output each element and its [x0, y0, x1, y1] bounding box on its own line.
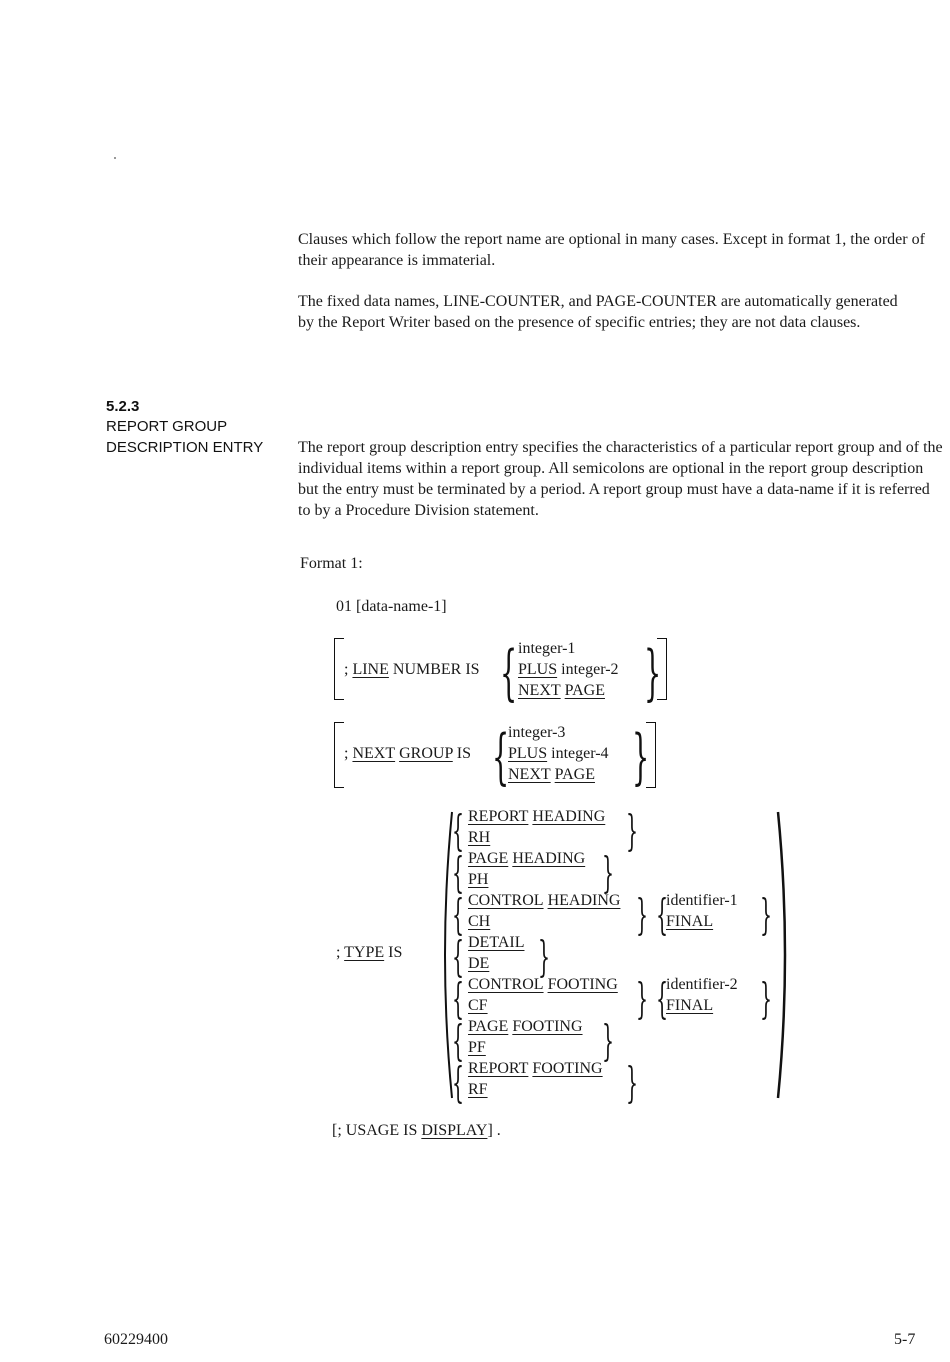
close-curly-brace: }	[760, 974, 773, 1023]
type-final-1: FINAL	[666, 913, 714, 930]
open-curly-brace: {	[656, 890, 669, 939]
large-close-parenthesis	[774, 810, 794, 1100]
type-pf: PF	[468, 1039, 486, 1056]
type-rf: RF	[468, 1081, 488, 1098]
section-title-line-1: REPORT GROUP	[106, 418, 228, 435]
close-curly-brace: }	[636, 890, 649, 939]
open-curly-brace: {	[500, 638, 518, 708]
type-detail: DETAIL	[468, 934, 525, 951]
close-curly-brace: }	[626, 1058, 639, 1107]
open-curly-brace: {	[452, 806, 465, 855]
next-group-option-2: PLUS integer-4	[508, 745, 609, 762]
open-curly-brace: {	[452, 974, 465, 1023]
format-label: Format 1:	[300, 555, 363, 572]
type-identifier-1: identifier-1	[666, 892, 738, 909]
type-page-heading: PAGE HEADING	[468, 850, 586, 867]
close-curly-brace: }	[632, 722, 650, 792]
next-group-option-3: NEXT PAGE	[508, 766, 595, 783]
line-option-3: NEXT PAGE	[518, 682, 605, 699]
display-keyword: DISPLAY	[421, 1122, 488, 1139]
page-number: 5-7	[894, 1331, 916, 1348]
type-ph: PH	[468, 871, 489, 888]
type-report-footing: REPORT FOOTING	[468, 1060, 603, 1077]
scan-speck	[114, 157, 116, 159]
close-curly-brace: }	[636, 974, 649, 1023]
line-clause-lead: ; LINE NUMBER IS	[344, 661, 480, 678]
type-de: DE	[468, 955, 490, 972]
open-curly-brace: {	[452, 890, 465, 939]
close-curly-brace: }	[626, 806, 639, 855]
open-curly-brace: {	[452, 1058, 465, 1107]
close-curly-brace: }	[602, 1016, 615, 1065]
usage-clause: [; USAGE IS DISPLAY] .	[332, 1122, 501, 1139]
type-final-2: FINAL	[666, 997, 714, 1014]
close-curly-brace: }	[644, 638, 662, 708]
open-square-bracket	[334, 638, 344, 700]
line-option-1: integer-1	[518, 640, 576, 657]
open-curly-brace: {	[452, 1016, 465, 1065]
type-identifier-2: identifier-2	[666, 976, 738, 993]
line-option-2: PLUS integer-2	[518, 661, 619, 678]
close-square-bracket	[657, 638, 667, 700]
intro-paragraph-2: The fixed data names, LINE-COUNTER, and PAGE-COUNTER are automatically generated by the Report Writer based on the presence of specific entries; they are not data clauses.	[298, 293, 898, 331]
next-group-clause-lead: ; NEXT GROUP IS	[344, 745, 471, 762]
type-report-heading: REPORT HEADING	[468, 808, 606, 825]
document-number: 60229400	[104, 1331, 168, 1348]
open-curly-brace: {	[452, 848, 465, 897]
type-page-footing: PAGE FOOTING	[468, 1018, 583, 1035]
type-control-footing: CONTROL FOOTING	[468, 976, 618, 993]
close-square-bracket	[646, 722, 656, 788]
type-control-heading: CONTROL HEADING	[468, 892, 621, 909]
section-title-line-2: DESCRIPTION ENTRY	[106, 439, 264, 456]
next-group-option-1: integer-3	[508, 724, 566, 741]
open-curly-brace: {	[656, 974, 669, 1023]
level-entry: 01 [data-name-1]	[336, 598, 447, 615]
type-cf: CF	[468, 997, 488, 1014]
close-curly-brace: }	[602, 848, 615, 897]
open-curly-brace: {	[492, 722, 510, 792]
intro-paragraph-1: Clauses which follow the report name are optional in many cases. Except in format 1, the order of their appearance is immaterial.	[298, 231, 925, 269]
type-clause-lead: ; TYPE IS	[336, 944, 403, 961]
section-body: The report group description entry specifies the characteristics of a particular report group and of the individual items within a report group. All semicolons are optional in the report group description but the entry must be terminated by a period. A report group must have a data-name if it is referred to by a Procedure Division statement.	[298, 439, 943, 519]
close-curly-brace: }	[760, 890, 773, 939]
section-number: 5.2.3	[106, 398, 140, 415]
type-rh: RH	[468, 829, 491, 846]
line-keyword: LINE	[352, 661, 389, 678]
open-curly-brace: {	[452, 932, 465, 981]
close-curly-brace: }	[538, 932, 551, 981]
type-ch: CH	[468, 913, 491, 930]
open-square-bracket	[334, 722, 344, 788]
